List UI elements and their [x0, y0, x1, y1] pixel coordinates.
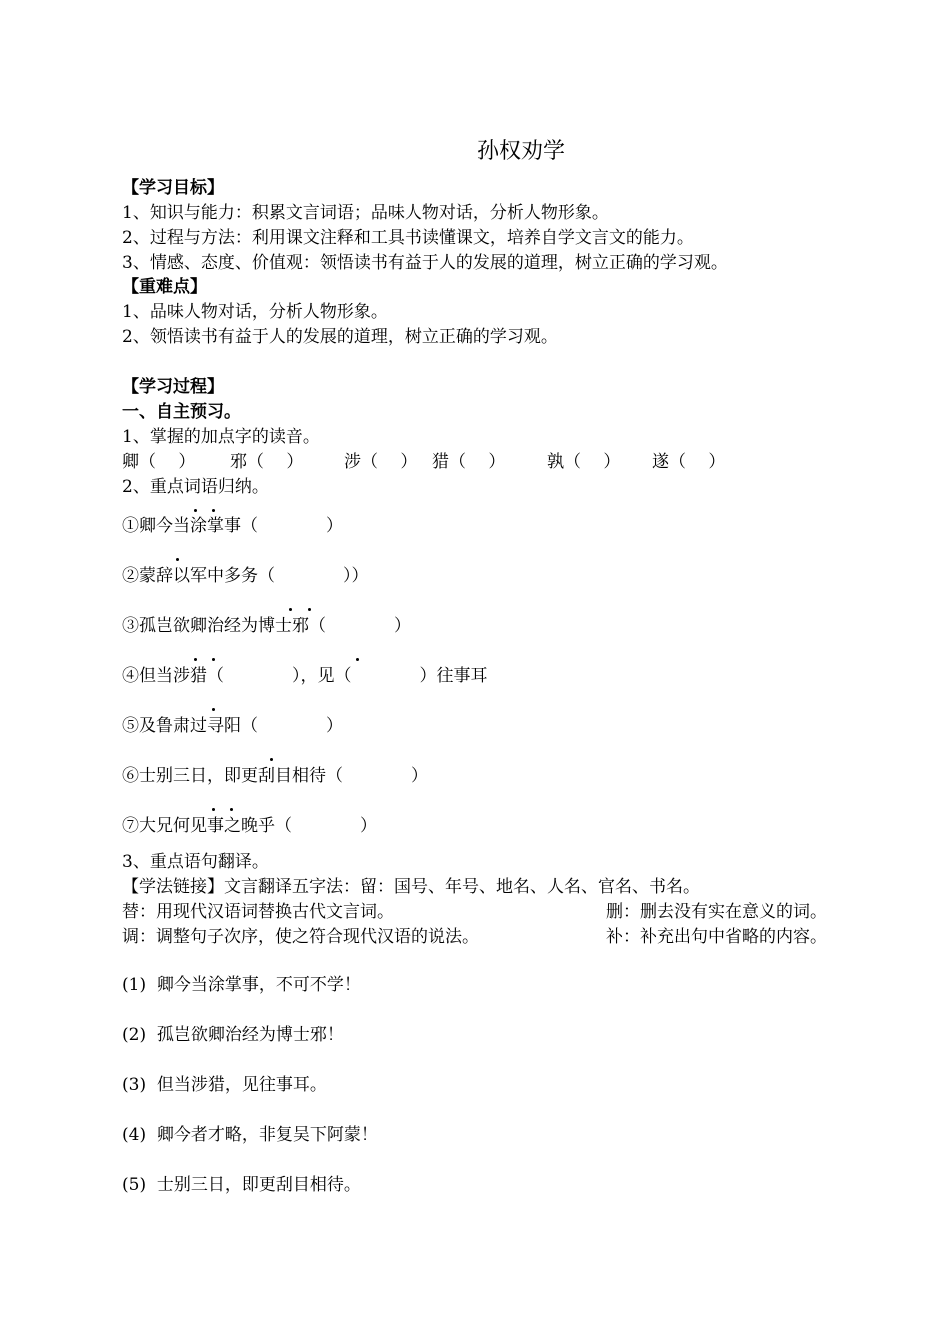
- emphasis-dot: [270, 758, 273, 761]
- translation-sentence: (5) 士别三日，即更刮目相待。: [122, 1175, 361, 1195]
- vocab-item: ④但当涉猎（ ），见（ ）往事耳: [122, 666, 488, 686]
- method-replace: 替：用现代汉语词替换古代文言词。: [122, 902, 394, 922]
- key-point-item: 2、领悟读书有益于人的发展的道理，树立正确的学习观。: [122, 327, 558, 347]
- emphasis-dot: [212, 658, 215, 661]
- method-link: 【学法链接】文言翻译五字法：留：国号、年号、地名、人名、官名、书名。: [122, 877, 700, 897]
- emphasis-dot: [212, 808, 215, 811]
- pronunciation-item: 孰（ ）: [547, 452, 621, 472]
- task-label: 2、重点词语归纳。: [122, 477, 269, 497]
- objective-item: 3、情感、态度、价值观：领悟读书有益于人的发展的道理，树立正确的学习观。: [122, 253, 728, 273]
- pronunciation-item: 遂（ ）: [652, 452, 726, 472]
- key-point-item: 1、品味人物对话，分析人物形象。: [122, 302, 388, 322]
- emphasis-dot: [176, 558, 179, 561]
- process-heading: 【学习过程】: [122, 377, 224, 397]
- emphasis-dot: [194, 658, 197, 661]
- objective-item: 2、过程与方法：利用课文注释和工具书读懂课文，培养自学文言文的能力。: [122, 228, 694, 248]
- section-heading: 一、自主预习。: [122, 402, 241, 422]
- emphasis-dot: [308, 608, 311, 611]
- emphasis-dot: [230, 808, 233, 811]
- vocab-item: ①卿今当涂掌事（ ）: [122, 516, 343, 536]
- vocab-item: ②蒙辞以军中多务（ ））: [122, 566, 369, 586]
- translation-sentence: (4) 卿今者才略，非复吴下阿蒙！: [122, 1125, 378, 1145]
- method-add: 补：补充出句中省略的内容。: [606, 927, 827, 947]
- task-label: 3、重点语句翻译。: [122, 852, 269, 872]
- vocab-item: ⑦大兄何见事之晚乎（ ）: [122, 816, 377, 836]
- task-label: 1、掌握的加点字的读音。: [122, 427, 320, 447]
- pronunciation-item: 猎（ ）: [432, 452, 506, 472]
- emphasis-dot: [194, 509, 197, 512]
- emphasis-dot: [356, 658, 359, 661]
- emphasis-dot: [289, 608, 292, 611]
- translation-sentence: (2) 孤岂欲卿治经为博士邪！: [122, 1025, 344, 1045]
- vocab-item: ③孤岂欲卿治经为博士邪（ ）: [122, 616, 411, 636]
- vocab-item: ⑤及鲁肃过寻阳（ ）: [122, 716, 343, 736]
- emphasis-dot: [212, 509, 215, 512]
- translation-sentence: (1) 卿今当涂掌事，不可不学！: [122, 975, 361, 995]
- method-adjust: 调：调整句子次序，使之符合现代汉语的说法。: [122, 927, 479, 947]
- emphasis-dot: [212, 708, 215, 711]
- translation-sentence: (3) 但当涉猎，见往事耳。: [122, 1075, 327, 1095]
- pronunciation-item: 卿（ ）: [122, 452, 196, 472]
- pronunciation-item: 涉（ ）: [344, 452, 418, 472]
- vocab-item: ⑥士别三日，即更刮目相待（ ）: [122, 766, 428, 786]
- objective-item: 1、知识与能力：积累文言词语；品味人物对话，分析人物形象。: [122, 203, 609, 223]
- pronunciation-item: 邪（ ）: [230, 452, 304, 472]
- page-title: 孙权劝学: [476, 139, 565, 164]
- pronunciation-row: [122, 451, 822, 473]
- method-delete: 删：删去没有实在意义的词。: [606, 902, 827, 922]
- key-points-heading: 【重难点】: [122, 277, 207, 297]
- objectives-heading: 【学习目标】: [122, 178, 224, 198]
